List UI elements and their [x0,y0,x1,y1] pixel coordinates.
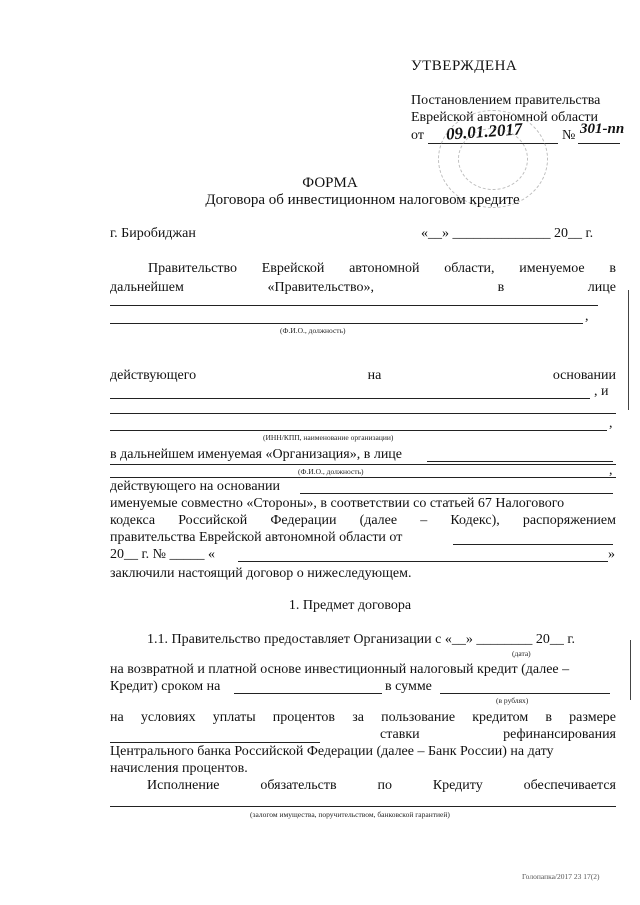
section-1-p1-line6: Центрального банка Российской Федерации (далее – Банк России) на дату [110,744,554,759]
form-subtitle: Договора об инвестиционном налоговом кредите [205,192,520,208]
and-word: и [601,384,609,399]
word: обеспечивается [523,778,616,793]
word: области, [444,261,495,276]
form-title: ФОРМА [302,175,358,191]
comma: , [585,309,589,324]
word: на [367,368,382,383]
org-named-text: в дальнейшем именуемая «Организация», в лице [110,447,403,462]
gov-line-1 [110,261,616,277]
basis-fill-line [110,398,590,399]
city-label: г. Биробиджан [110,226,196,241]
word: ставки [380,727,420,742]
rate-fill-line [110,742,320,743]
word: Еврейской [261,261,325,276]
gov-line-2 [110,280,616,296]
gov-fill-line-1 [110,305,598,306]
section-1-p1-line1: 1.1. Правительство предоставляет Организации с «__» ________ 20__ г. [147,632,576,647]
decree-number-label: № [562,128,576,143]
guarantee-fill-line [110,806,616,807]
fio-position-label: (Ф.И.О., должность) [280,326,346,335]
section-1-p2 [147,778,616,794]
guarantee-label: (залогом имущества, поручительством, банковской гарантией) [250,810,450,819]
word: дальнейшем [110,280,184,295]
acting-basis-fill-line [300,493,613,494]
contract-date-template: «__» ______________ 20__ г. [421,226,594,241]
word: в [497,280,505,295]
org-rep-fill-line-2 [110,477,616,478]
section-1-p1-line5 [380,727,616,743]
amount-fill-line [440,693,610,694]
scan-edge-line-2 [630,640,631,700]
section-1-p1-line2: на возвратной и платной основе инвестиционный налоговый кредит (далее – [110,662,570,677]
word: рефинансирования [503,727,616,742]
together-line-3: правительства Еврейской автономной области от [110,530,403,545]
word: Правительство [148,261,237,276]
word: в [609,261,616,276]
acting-line [110,368,616,384]
handwritten-number: 301-пп [580,121,625,137]
decree-from-label: от [411,128,424,143]
word: основании [552,368,616,383]
word: лице [587,280,616,295]
gov-fill-line-2 [110,323,583,324]
section-1-p1-line7: начисления процентов. [110,761,248,776]
approved-label: УТВЕРЖДЕНА [411,58,518,74]
together-line-1: именуемые совместно «Стороны», в соответствии со статьей 67 Налогового [110,496,565,511]
org-rep-fill-line-main [110,464,616,465]
order-date-fill-line [453,544,613,545]
order-name-fill-line [238,561,608,562]
word: «Правительство», [267,280,374,295]
acting-basis-text: действующего на основании [110,479,281,494]
section-1-p1-line4: на условиях уплаты процентов за пользование кредитом в размере [110,710,616,725]
rub-label: (в рублях) [496,696,529,705]
comma: , [609,463,613,478]
decree-line-2: Еврейской автономной области [411,110,598,125]
word: действующего [110,368,197,383]
decree-number-line [578,143,620,144]
date-label: (дата) [512,649,531,658]
section-1-p1-line3a: Кредит) сроком на [110,679,221,694]
fio-position-label-2: (Ф.И.О., должность) [298,467,364,476]
org-rep-fill-line-1 [427,461,613,462]
org-fill-line-2 [110,430,607,431]
concluded-text: заключили настоящий договор о нижеследующем. [110,566,412,581]
word: обязательств [260,778,337,793]
word: именуемое [519,261,585,276]
org-fill-line-1 [110,413,616,414]
word: Исполнение [147,778,220,793]
word: Кредиту [432,778,483,793]
handwritten-date: 09.01.2017 [445,119,524,144]
word: по [377,778,392,793]
and-label: , и [594,384,609,399]
quote-close: » [608,547,615,562]
section-1-heading: 1. Предмет договора [288,598,412,613]
comma: , [609,416,613,431]
decree-line-1: Постановлением правительства [411,93,601,108]
term-fill-line [234,693,382,694]
footer-code: Голопапка/2017 23 17(2) [522,872,600,881]
section-1-p1-line3b: в сумме [385,679,432,694]
year-number-text: 20__ г. № _____ « [110,547,216,562]
scan-edge-line [628,290,629,410]
inn-org-label: (ИНН/КПП, наименование организации) [263,433,394,442]
together-line-2: кодекса Российской Федерации (далее – Кодекс), распоряжением [110,513,616,528]
word: автономной [349,261,420,276]
